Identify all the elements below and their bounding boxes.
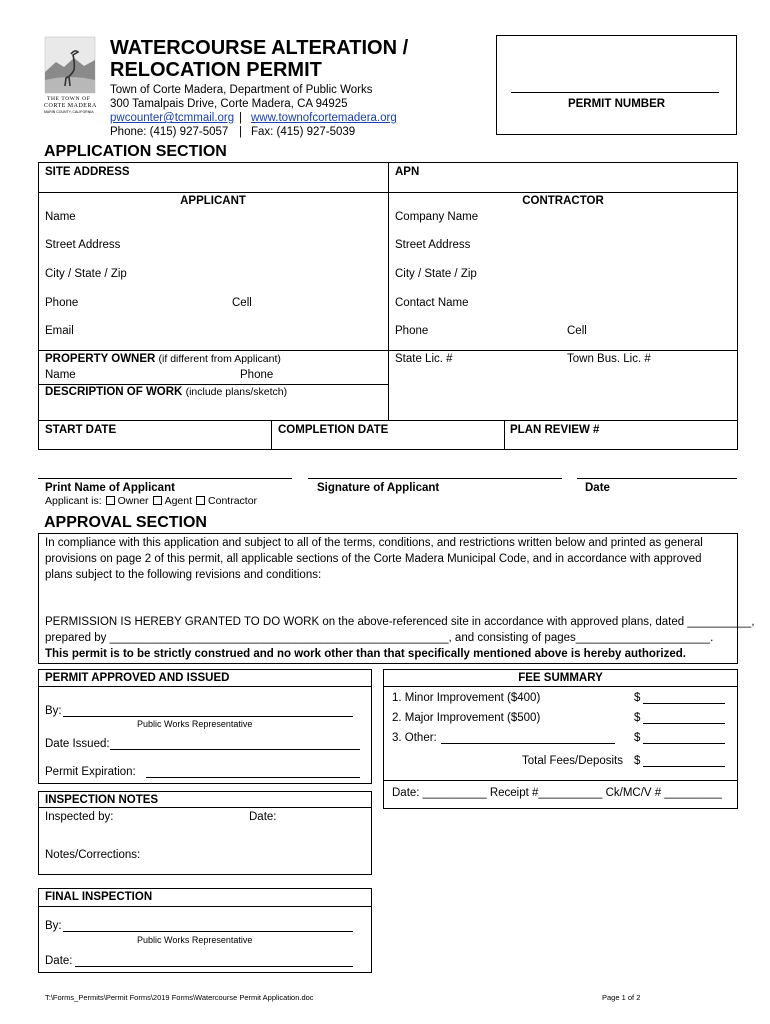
- contractor-city-field[interactable]: City / State / Zip: [395, 268, 477, 280]
- inspection-notes-header: INSPECTION NOTES: [45, 794, 159, 806]
- fee-minor: 1. Minor Improvement ($400): [392, 692, 541, 704]
- signature-label: Signature of Applicant: [317, 482, 440, 494]
- final-date-line[interactable]: [75, 966, 353, 967]
- date-issued-label: Date Issued:: [45, 738, 110, 750]
- applicant-cell-field[interactable]: Cell: [232, 297, 252, 309]
- permit-number-box: [496, 35, 737, 135]
- approval-para2-line2: prepared by _____________________________________________________, and consisting of pages_____________________.: [45, 632, 714, 644]
- contractor-option: Contractor: [208, 495, 258, 507]
- fee-other-line[interactable]: [441, 743, 615, 744]
- logo-line3: MARIN COUNTY, CALIFORNIA: [44, 110, 94, 114]
- fax: Fax: (415) 927-5039: [251, 126, 356, 138]
- logo-line2: CORTE MADERA: [44, 103, 97, 109]
- inspected-by-field[interactable]: Inspected by:: [45, 811, 114, 823]
- fee-other: 3. Other:: [392, 732, 437, 744]
- agent-option: Agent: [164, 495, 193, 507]
- total-dollar: $: [634, 755, 641, 767]
- applicant-phone-field[interactable]: Phone: [45, 297, 79, 309]
- applicant-city-field[interactable]: City / State / Zip: [45, 268, 127, 280]
- application-section-title: APPLICATION SECTION: [44, 143, 227, 160]
- approval-para1-line3: plans subject to the following revisions and conditions:: [45, 569, 322, 581]
- heron-logo-icon: [44, 36, 96, 94]
- date-label: Date: [585, 482, 610, 494]
- final-pw-rep-caption: Public Works Representative: [137, 935, 253, 945]
- apn-label[interactable]: APN: [395, 166, 420, 178]
- fee-major-amount-line[interactable]: [643, 723, 725, 724]
- form-title-line2: RELOCATION PERMIT: [110, 59, 322, 81]
- town-bus-lic-field[interactable]: Town Bus. Lic. #: [567, 353, 651, 365]
- fee-other-amount-line[interactable]: [643, 743, 725, 744]
- owner-checkbox[interactable]: [106, 496, 115, 505]
- property-owner-label: [45, 352, 281, 366]
- total-fees-label: Total Fees/Deposits: [522, 755, 623, 767]
- permit-expiration-label: Permit Expiration:: [45, 766, 136, 778]
- approval-para1-line1: In compliance with this application and subject to all of the terms, conditions, and restrictions written below and printed as general: [45, 537, 703, 549]
- owner-option: Owner: [117, 495, 149, 507]
- notes-corrections-field[interactable]: Notes/Corrections:: [45, 849, 141, 861]
- website-link[interactable]: www.townofcortemadera.org: [251, 112, 397, 124]
- contact-name-field[interactable]: Contact Name: [395, 297, 469, 309]
- owner-name-field[interactable]: Name: [45, 369, 76, 381]
- print-name-label: Print Name of Applicant: [45, 482, 175, 494]
- final-by-label: By:: [45, 920, 62, 932]
- fee-major: 2. Major Improvement ($500): [392, 712, 541, 724]
- fee-summary-header: FEE SUMMARY: [518, 672, 603, 684]
- date-receipt-row[interactable]: Date: __________ Receipt #__________ Ck/MC/V # _________: [392, 787, 722, 799]
- approval-para2-line1: PERMISSION IS HEREBY GRANTED TO DO WORK on the above-referenced site in accordance with approved plans, dated __________,: [45, 616, 755, 628]
- separator: |: [239, 112, 242, 124]
- fee-minor-amount-line[interactable]: [643, 703, 725, 704]
- completion-date-field[interactable]: COMPLETION DATE: [278, 424, 389, 436]
- contractor-cell-field[interactable]: Cell: [567, 325, 587, 337]
- email-link[interactable]: pwcounter@tcmmail.org: [110, 112, 235, 124]
- permit-number-label: PERMIT NUMBER: [567, 98, 666, 110]
- permit-expiration-line[interactable]: [146, 777, 360, 778]
- permit-approved-header: PERMIT APPROVED AND ISSUED: [45, 672, 230, 684]
- date-issued-line[interactable]: [110, 749, 360, 750]
- applicant-email-field[interactable]: Email: [45, 325, 74, 337]
- start-date-field[interactable]: START DATE: [45, 424, 117, 436]
- inspection-date-field[interactable]: Date:: [249, 811, 277, 823]
- approval-section-title: APPROVAL SECTION: [44, 514, 207, 531]
- property-owner-note: (if different from Applicant): [158, 353, 281, 365]
- separator-2: |: [239, 126, 242, 138]
- footer-path: T:\Forms_Permits\Permit Forms\2019 Forms\Watercourse Permit Application.doc: [45, 993, 314, 1002]
- contractor-street-field[interactable]: Street Address: [395, 239, 471, 251]
- owner-phone-field[interactable]: Phone: [240, 369, 274, 381]
- state-lic-field[interactable]: State Lic. #: [395, 353, 453, 365]
- phone: Phone: (415) 927-5057: [110, 126, 229, 138]
- signature-line[interactable]: [308, 478, 562, 479]
- description-label[interactable]: [45, 385, 287, 399]
- department: Town of Corte Madera, Department of Public Works: [110, 84, 373, 96]
- town-logo: [44, 36, 96, 120]
- description-note: (include plans/sketch): [185, 386, 288, 398]
- logo-line1: THE TOWN OF: [47, 96, 91, 102]
- fee-other-dollar: $: [634, 732, 641, 744]
- print-name-line[interactable]: [38, 478, 292, 479]
- final-by-line[interactable]: [63, 931, 353, 932]
- contractor-checkbox[interactable]: [196, 496, 205, 505]
- approval-para1-line2: provisions on page 2 of this permit, all applicable sections of the Corte Madera Municipal Code, and in accordance with approved: [45, 553, 702, 565]
- final-inspection-header: FINAL INSPECTION: [45, 891, 153, 903]
- date-line[interactable]: [577, 478, 737, 479]
- description-title: DESCRIPTION OF WORK: [45, 386, 183, 398]
- approval-para2-line3: This permit is to be strictly construed and no work other than that specifically mentioned above is hereby authorized.: [45, 648, 686, 660]
- pw-rep-caption: Public Works Representative: [137, 719, 253, 729]
- final-date-label: Date:: [45, 955, 73, 967]
- contractor-header: CONTRACTOR: [522, 195, 604, 207]
- site-address-label[interactable]: SITE ADDRESS: [45, 166, 130, 178]
- applicant-is-row: [45, 494, 257, 508]
- approved-by-label: By:: [45, 705, 62, 717]
- applicant-header: APPLICANT: [180, 195, 246, 207]
- footer-page: Page 1 of 2: [602, 993, 641, 1002]
- applicant-is-label: Applicant is:: [45, 495, 102, 507]
- company-name-field[interactable]: Company Name: [395, 211, 479, 223]
- address: 300 Tamalpais Drive, Corte Madera, CA 94925: [110, 98, 348, 110]
- permit-number-line[interactable]: [511, 92, 719, 93]
- total-amount-line[interactable]: [643, 766, 725, 767]
- form-title-line1: WATERCOURSE ALTERATION /: [110, 37, 409, 59]
- contractor-phone-field[interactable]: Phone: [395, 325, 429, 337]
- fee-major-dollar: $: [634, 712, 641, 724]
- plan-review-field[interactable]: PLAN REVIEW #: [510, 424, 600, 436]
- applicant-name-field[interactable]: Name: [45, 211, 76, 223]
- property-owner-title: PROPERTY OWNER: [45, 353, 156, 365]
- fee-minor-dollar: $: [634, 692, 641, 704]
- agent-checkbox[interactable]: [153, 496, 162, 505]
- applicant-street-field[interactable]: Street Address: [45, 239, 121, 251]
